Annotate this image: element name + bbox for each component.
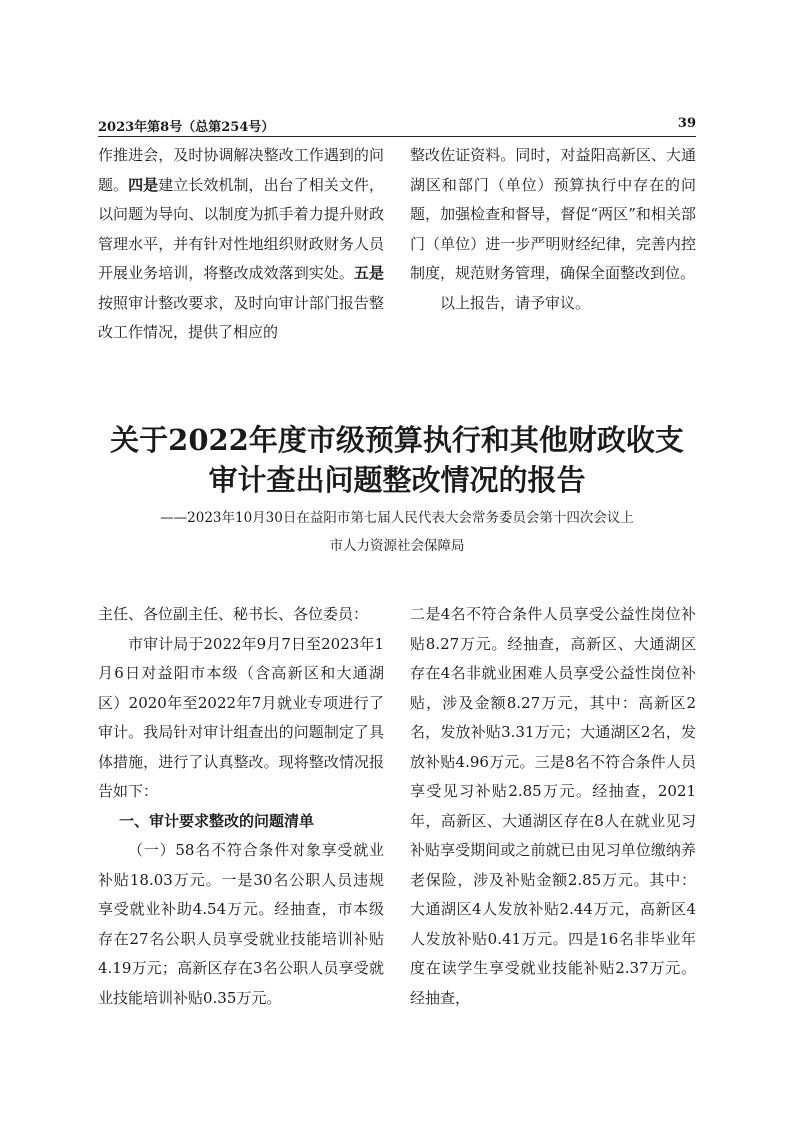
continued-paragraph [98, 141, 384, 348]
article-author: 市人力资源社会保障局 [329, 538, 465, 554]
item-paragraph: （一）58名不符合条件对象享受就业补贴18.03万元。一是30名公职人员违规享受就业补助4.54万元。经抽查，市本级存在27名公职人员享受就业技能培训补贴4.19万元；高新区存在3名公职人员享受就业技能培训补贴0.35万元。 [98, 841, 384, 1007]
header-rule [98, 136, 696, 137]
title-line-2: 审计查出问题整改情况的报告 [208, 463, 586, 497]
closing-sentence: 以上报告，请予审议。 [440, 293, 591, 312]
body-left-column [98, 600, 384, 1013]
emphasis-five: 五是 [353, 264, 384, 282]
article-subtitle: ——2023年10月30日在益阳市第七届人民代表大会常务委员会第十四次会议上 [160, 510, 634, 526]
salutation: 主任、各位副主任、秘书长、各位委员： [98, 605, 369, 623]
top-right-column [410, 141, 696, 318]
top-left-column [98, 141, 384, 348]
emphasis-four: 四是 [128, 175, 159, 194]
text-run: 按照审计整改要求，及时向审计部门报告整改工作情况，提供了相应的 [98, 293, 384, 341]
issue-label: 2023年第8号（总第254号） [98, 120, 275, 135]
page-number: 39 [677, 116, 696, 131]
intro-paragraph: 市审计局于2022年9月7日至2023年1月6日对益阳市本级（含高新区和大通湖区）2020年至2022年7月就业专项进行了审计。我局针对审计组查出的问题制定了具体措施，进行了认真整改。现将整改情况报告如下： [98, 634, 384, 800]
text-run: 作推进会，及时协调解决整改工作遇到的问题。 [98, 146, 384, 194]
title-line-1: 关于2022年度市级预算执行和其他财政收支 [110, 423, 684, 457]
body-right-column [410, 600, 696, 1013]
running-header [98, 116, 696, 134]
text-run: 建立长效机制，出台了相关文件，以问题为导向、以制度为抓手着力提升财政管理水平，并有针对性地组织财政财务人员开展业务培训，将整改成效落到实处。 [98, 175, 384, 282]
article-title [98, 420, 696, 500]
body-paragraph: 二是4名不符合条件人员享受公益性岗位补贴8.27万元。经抽查，高新区、大通湖区存在4名非就业困难人员享受公益性岗位补贴，涉及金额8.27万元，其中：高新区2名，发放补贴3.31万元；大通湖区2名，发放补贴4.96万元。三是8名不符合条件人员享受见习补贴2.85万元。经抽查，2021年，高新区、大通湖区存在8人在就业见习补贴享受期间或之前就已由见习单位缴纳养老保险，涉及补贴金额2.85万元。其中：大通湖区4人发放补贴2.44万元，高新区4人发放补贴0.41万元。四是16名非毕业年度在读学生享受就业技能补贴2.37万元。经抽查， [410, 605, 696, 1007]
continued-paragraph: 整改佐证资料。同时，对益阳高新区、大通湖区和部门（单位）预算执行中存在的问题，加强检查和督导，督促“两区”和相关部门（单位）进一步严明财经纪律，完善内控制度，规范财务管理，确保全面整改到位。 [410, 146, 696, 282]
section-heading: 一、审计要求整改的问题清单 [119, 811, 315, 830]
